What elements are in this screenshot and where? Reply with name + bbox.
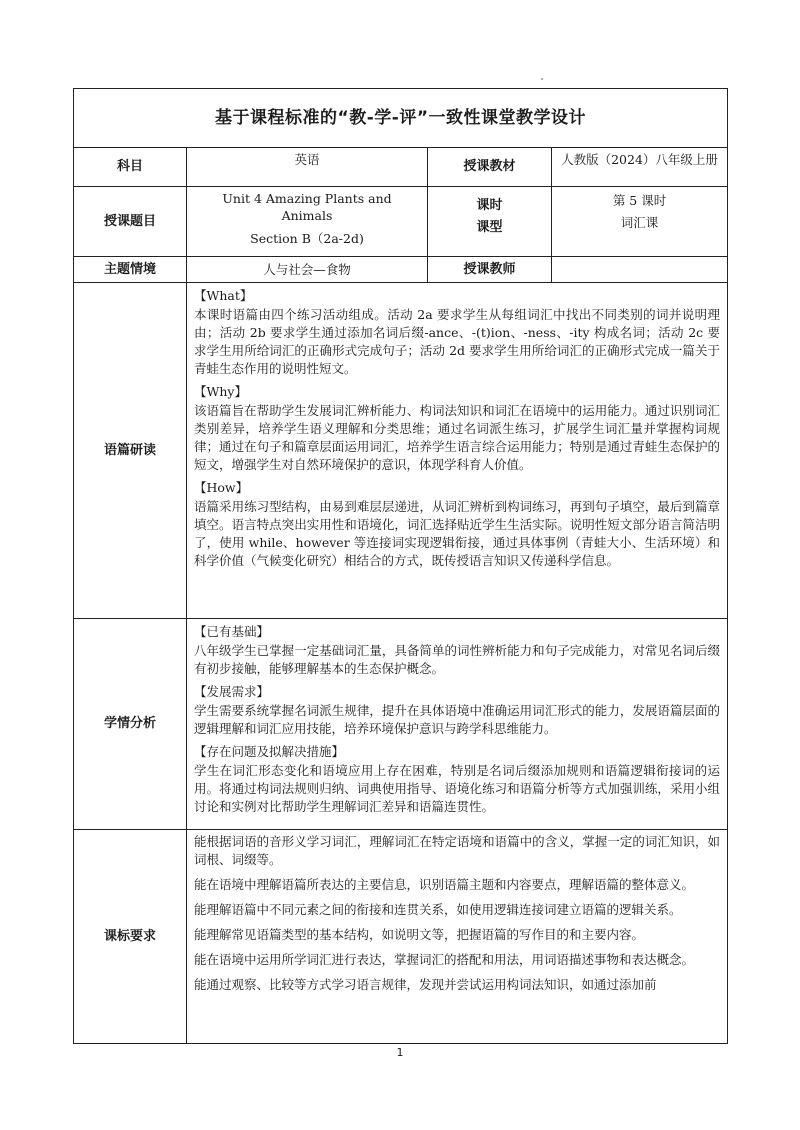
text-study-row bbox=[74, 283, 728, 619]
subject-row bbox=[74, 148, 728, 187]
curriculum-item: 能在语境中理解语篇所表达的主要信息，识别语篇主题和内容要点，理解语篇的整体意义。 bbox=[194, 877, 695, 892]
type-value: 词汇课 bbox=[620, 215, 659, 230]
text-study-label: 语篇研读 bbox=[74, 283, 187, 619]
needs-text: 学生需要系统掌握名词派生规律，提升在具体语境中准确运用词汇形式的能力，发展语篇层面的逻辑理解和词汇应用技能，培养环境保护意识与跨学科思维能力。 bbox=[194, 703, 721, 736]
lesson-plan-table bbox=[73, 88, 728, 1044]
how-text: 语篇采用练习型结构，由易到难层层递进，从词汇辨析到构词练习，再到句子填空，最后到篇章填空。语言特点突出实用性和语境化，词汇选择贴近学生生活实际。说明性短文部分语言简洁明了，使用 while、however 等连接词实现逻辑衔接，通过具体事例（青蛙大小、生活环境）和科学价值（气候变化研究）相结合的方式，既传授语言知识又传递科学信息。 bbox=[194, 499, 721, 568]
curriculum-item: 能在语境中运用所学词汇进行表达，掌握词汇的搭配和用法，用词语描述事物和表达概念。 bbox=[194, 952, 695, 967]
learner-analysis-content bbox=[187, 619, 728, 830]
why-text: 该语篇旨在帮助学生发展词汇辨析能力、构词法知识和词汇在语境中的运用能力。通过识别词汇类别差异，培养学生语义理解和分类思维；通过名词派生练习，扩展学生词汇量并掌握构词规律；通过在句子和篇章层面运用词汇，培养学生语言综合运用能力；特别是通过青蛙生态保护的短文，增强学生对自然环境保护的意识，体现学科育人价值。 bbox=[194, 403, 721, 472]
teacher-value bbox=[552, 257, 728, 283]
topic-section: Section B（2a-2d) bbox=[250, 231, 364, 246]
document-title: 基于课程标准的“教-学-评”一致性课堂教学设计 bbox=[74, 89, 728, 148]
subject-value: 英语 bbox=[187, 148, 428, 187]
type-label: 课型 bbox=[476, 220, 503, 235]
theme-row bbox=[74, 257, 728, 283]
learner-analysis-row bbox=[74, 619, 728, 830]
what-heading: 【What】 bbox=[194, 288, 253, 303]
topic-label: 授课题目 bbox=[74, 187, 187, 257]
curriculum-item: 能理解常见语篇类型的基本结构，如说明文等，把握语篇的写作目的和主要内容。 bbox=[194, 927, 645, 942]
basis-text: 八年级学生已掌握一定基础词汇量，具备简单的词性辨析能力和句子完成能力，对常见名词后缀有初步接触，能够理解基本的生态保护概念。 bbox=[194, 643, 721, 676]
curriculum-item: 能通过观察、比较等方式学习语言规律，发现并尝试运用构词法知识，如通过添加前 bbox=[194, 977, 657, 992]
text-study-content bbox=[187, 283, 728, 619]
curriculum-label: 课标要求 bbox=[74, 830, 187, 1044]
textbook-label: 授课教材 bbox=[428, 148, 552, 187]
how-heading: 【How】 bbox=[194, 480, 249, 495]
subject-label: 科目 bbox=[74, 148, 187, 187]
curriculum-item: 能根据词语的音形义学习词汇，理解词汇在特定语境和语篇中的含义，掌握一定的词汇知识，如词根、词缀等。 bbox=[194, 834, 721, 867]
curriculum-content bbox=[187, 830, 728, 1044]
period-type-values bbox=[552, 187, 728, 257]
problems-text: 学生在词汇形态变化和语境应用上存在困难，特别是名词后缀添加规则和语篇逻辑衔接词的运用。将通过构词法规则归纳、词典使用指导、语境化练习和语篇分析等方式加强训练，采用小组讨论和实例对比帮助学生理解词汇差异和语篇连贯性。 bbox=[194, 763, 721, 814]
period-value: 第 5 课时 bbox=[612, 193, 667, 208]
problems-heading: 【存在问题及拟解决措施】 bbox=[194, 744, 345, 759]
learner-analysis-label: 学情分析 bbox=[74, 619, 187, 830]
teacher-label: 授课教师 bbox=[428, 257, 552, 283]
theme-label: 主题情境 bbox=[74, 257, 187, 283]
period-label: 课时 bbox=[476, 198, 503, 213]
basis-heading: 【已有基础】 bbox=[194, 624, 270, 639]
period-type-labels bbox=[428, 187, 552, 257]
theme-value: 人与社会—食物 bbox=[187, 257, 428, 283]
page-number: 1 bbox=[396, 1046, 404, 1059]
needs-heading: 【发展需求】 bbox=[194, 684, 270, 699]
topic-unit: Unit 4 Amazing Plants and Animals bbox=[222, 191, 392, 223]
curriculum-item: 能理解语篇中不同元素之间的衔接和连贯关系，如使用逻辑连接词建立语篇的逻辑关系。 bbox=[194, 902, 682, 917]
what-text: 本课时语篇由四个练习活动组成。活动 2a 要求学生从每组词汇中找出不同类别的词并说明理由；活动 2b 要求学生通过添加名词后缀-ance、-(t)ion、-ness、-ity 构成名词；活动 2c 要求学生用所给词汇的正确形式完成句子；活动 2d 要求学生用所给词汇的正确形式完成一篇关于青蛙生态作用的说明性短文。 bbox=[194, 307, 721, 376]
curriculum-row bbox=[74, 830, 728, 1044]
topic-row bbox=[74, 187, 728, 257]
why-heading: 【Why】 bbox=[194, 384, 247, 399]
textbook-value: 人教版（2024）八年级上册 bbox=[552, 148, 728, 187]
topic-value bbox=[187, 187, 428, 257]
title-row bbox=[74, 89, 728, 148]
scan-dot bbox=[541, 78, 543, 80]
